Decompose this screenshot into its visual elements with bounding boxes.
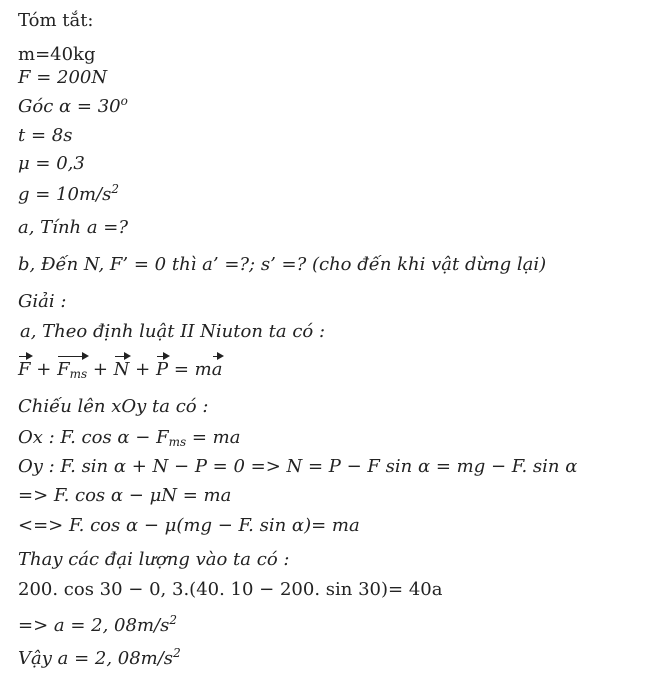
conclusion-line: Vậy a = 2, $08m/s^2$ <box>18 646 181 669</box>
projection-line: Chiếu lên xOy ta có : <box>18 396 209 417</box>
given-angle: Góc $\alpha = 30^o$ <box>18 94 128 117</box>
given-gravity: $g = 10m/s^2$ <box>18 182 119 205</box>
vector-equation: $F + F_{ms} + N + P$ = ma <box>18 350 222 382</box>
question-b: b, Đến N, F’ = 0 thì a’ =?; s’ =? (cho đến khi vật dừng lại) <box>18 254 547 275</box>
derivation-1: => F. cos α − μN = ma <box>18 485 232 506</box>
vector-N: N <box>114 350 130 382</box>
newton-law-line: a, Theo định luật II Niuton ta có : <box>20 321 326 342</box>
given-time: t = 8s <box>18 125 73 146</box>
given-force: F = 200N <box>18 67 108 88</box>
ox-equation: Ox : F. $\cos \alpha - F_{ms}$ = ma <box>18 427 241 449</box>
given-friction: μ = 0,3 <box>18 153 85 174</box>
vector-P: P <box>156 350 168 382</box>
derivation-2: <=> F. cos α − μ(mg − F. sin α)= ma <box>18 515 360 536</box>
vector-a: a <box>212 350 223 382</box>
summary-heading: Tóm tắt: <box>18 10 94 31</box>
vector-F: F <box>18 350 31 382</box>
numeric-equation: 200. cos 30 − 0, 3.(40. 10 − 200. sin 30)= 40a <box>18 579 443 600</box>
solution-heading: Giải : <box>18 291 67 312</box>
question-a: a, Tính a =? <box>18 217 129 238</box>
oy-equation: Oy : F. sin α + N − P = 0 => N = P − F sin α = mg − F. sin α <box>18 456 578 477</box>
vector-Fms: $F_{ms}$ <box>57 350 87 382</box>
substitute-line: Thay các đại lượng vào ta có : <box>18 549 290 570</box>
given-mass: m=40kg <box>18 44 96 65</box>
result-line: => a = 2, $08m/s^2$ <box>18 613 177 636</box>
